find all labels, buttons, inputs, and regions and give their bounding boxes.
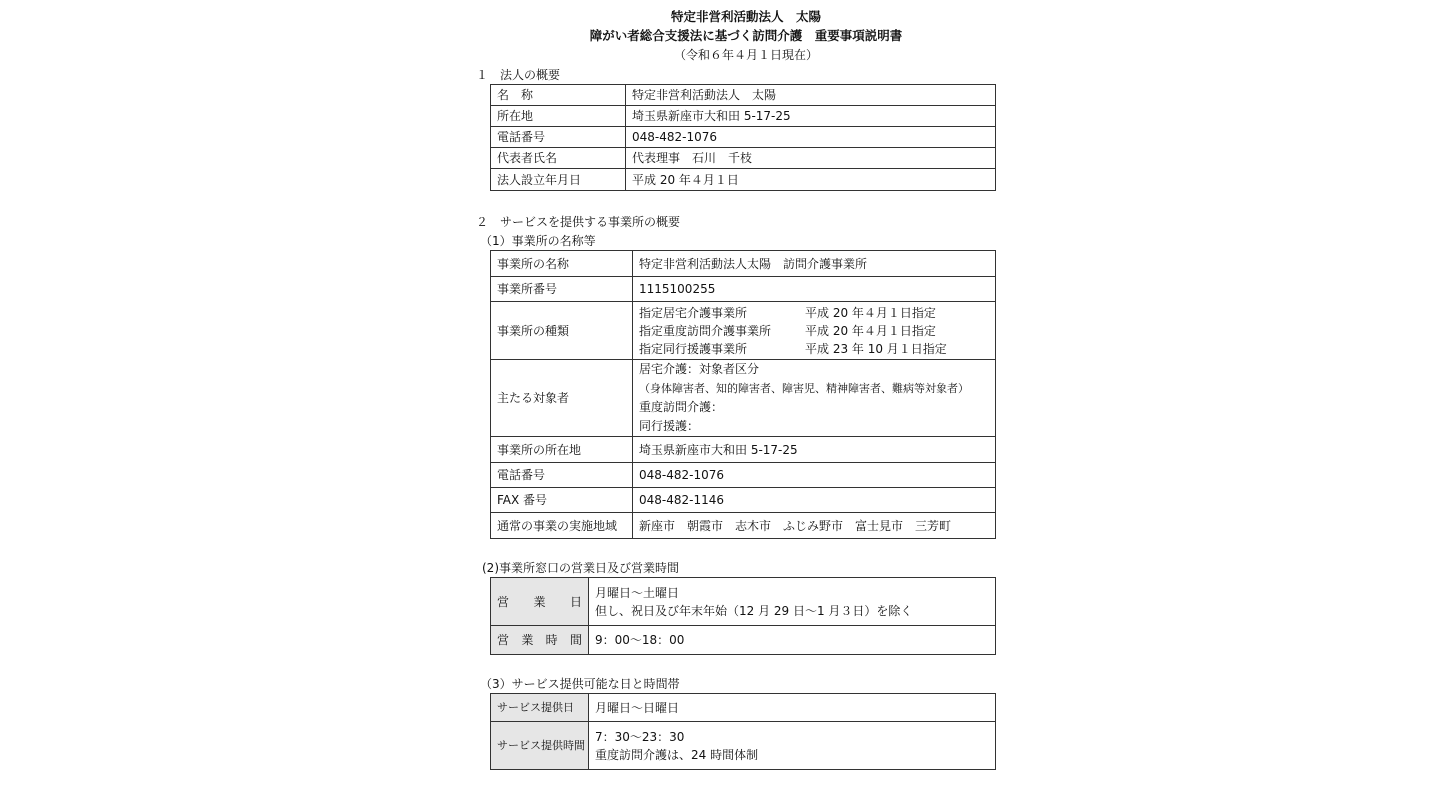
office-name-label: 事業所の名称 bbox=[491, 251, 633, 277]
business-hours-label: 営 業 時 間 bbox=[491, 626, 589, 655]
target-line: 居宅介護：対象者区分 bbox=[639, 362, 760, 376]
office-type-label: 事業所の種類 bbox=[491, 302, 633, 360]
document-title: 障がい者総合支援法に基づく訪問介護 重要事項説明書 bbox=[589, 28, 903, 43]
table-row bbox=[491, 127, 996, 148]
office-phone-value: 048-482-1076 bbox=[633, 463, 996, 488]
table-row bbox=[491, 251, 996, 277]
row-value: 特定非営利活動法人 太陽 bbox=[626, 85, 996, 106]
business-hours-value: 9：00～18：00 bbox=[589, 626, 996, 655]
sub2-heading: (2)事業所窓口の営業日及び営業時間 bbox=[482, 561, 679, 575]
service-day-label: サービス提供日 bbox=[491, 694, 589, 722]
service-time-line: 重度訪問介護は、24 時間体制 bbox=[595, 747, 759, 762]
document-page bbox=[476, 0, 1016, 810]
office-number-label: 事業所番号 bbox=[491, 277, 633, 302]
service-day-value: 月曜日～日曜日 bbox=[589, 694, 996, 722]
service-time-value bbox=[589, 722, 996, 770]
table-row bbox=[491, 437, 996, 463]
business-days-line: 月曜日～土曜日 bbox=[595, 585, 680, 600]
corporation-table bbox=[490, 84, 996, 191]
table-row bbox=[491, 360, 996, 437]
service-area-label: 通常の事業の実施地域 bbox=[491, 513, 633, 539]
section2-heading: ２ サービスを提供する事業所の概要 bbox=[476, 215, 681, 229]
office-table bbox=[490, 250, 996, 539]
table-row bbox=[491, 302, 996, 360]
table-row bbox=[491, 277, 996, 302]
table-row bbox=[491, 626, 996, 655]
row-value: 埼玉県新座市大和田 5-17-25 bbox=[626, 106, 996, 127]
row-label: 電話番号 bbox=[491, 127, 626, 148]
table-row bbox=[491, 578, 996, 626]
table-row bbox=[491, 169, 996, 191]
service-time-line: 7：30～23：30 bbox=[595, 729, 685, 744]
row-label: 所在地 bbox=[491, 106, 626, 127]
row-label: 名 称 bbox=[491, 85, 626, 106]
sub1-heading: （1）事業所の名称等 bbox=[480, 234, 596, 248]
sub3-heading: （3）サービス提供可能な日と時間帯 bbox=[480, 677, 680, 691]
target-label: 主たる対象者 bbox=[491, 360, 633, 437]
type-date: 平成 20 年４月１日指定 bbox=[805, 323, 936, 338]
type-date: 平成 23 年 10 月１日指定 bbox=[805, 341, 947, 356]
office-number-value: 1115100255 bbox=[633, 277, 996, 302]
type-name: 指定同行援護事業所 bbox=[639, 341, 748, 356]
row-value: 平成 20 年４月１日 bbox=[626, 169, 996, 191]
table-row bbox=[491, 513, 996, 539]
office-address-label: 事業所の所在地 bbox=[491, 437, 633, 463]
table-row bbox=[491, 722, 996, 770]
office-fax-value: 048-482-1146 bbox=[633, 488, 996, 513]
section1-heading: １ 法人の概要 bbox=[476, 68, 561, 82]
office-name-value: 特定非営利活動法人太陽 訪問介護事業所 bbox=[633, 251, 996, 277]
service-hours-table bbox=[490, 693, 996, 770]
as-of-date: （令和６年４月１日現在） bbox=[673, 48, 818, 62]
service-time-label: サービス提供時間 bbox=[491, 722, 589, 770]
target-line: （身体障害者、知的障害者、障害児、精神障害者、難病等対象者） bbox=[639, 382, 969, 395]
row-value: 048-482-1076 bbox=[626, 127, 996, 148]
type-name: 指定重度訪問介護事業所 bbox=[639, 323, 772, 338]
type-name: 指定居宅介護事業所 bbox=[639, 305, 748, 320]
business-days-value bbox=[589, 578, 996, 626]
service-area-value: 新座市 朝霞市 志木市 ふじみ野市 富士見市 三芳町 bbox=[633, 513, 996, 539]
table-row bbox=[491, 106, 996, 127]
business-days-line: 但し、祝日及び年末年始（12 月 29 日～1 月３日）を除く bbox=[595, 603, 913, 618]
table-row bbox=[491, 488, 996, 513]
row-label: 代表者氏名 bbox=[491, 148, 626, 169]
table-row bbox=[491, 463, 996, 488]
business-hours-table bbox=[490, 577, 996, 655]
target-line: 同行援護： bbox=[639, 419, 700, 433]
office-type-value bbox=[633, 302, 996, 360]
row-value: 代表理事 石川 千枝 bbox=[626, 148, 996, 169]
office-address-value: 埼玉県新座市大和田 5-17-25 bbox=[633, 437, 996, 463]
office-phone-label: 電話番号 bbox=[491, 463, 633, 488]
type-date: 平成 20 年４月１日指定 bbox=[805, 305, 936, 320]
table-row bbox=[491, 694, 996, 722]
target-value bbox=[633, 360, 996, 437]
table-row bbox=[491, 85, 996, 106]
row-label: 法人設立年月日 bbox=[491, 169, 626, 191]
target-line: 重度訪問介護： bbox=[639, 400, 724, 414]
table-row bbox=[491, 148, 996, 169]
business-days-label: 営 業 日 bbox=[491, 578, 589, 626]
org-title: 特定非営利活動法人 太陽 bbox=[670, 9, 821, 24]
office-fax-label: FAX 番号 bbox=[491, 488, 633, 513]
